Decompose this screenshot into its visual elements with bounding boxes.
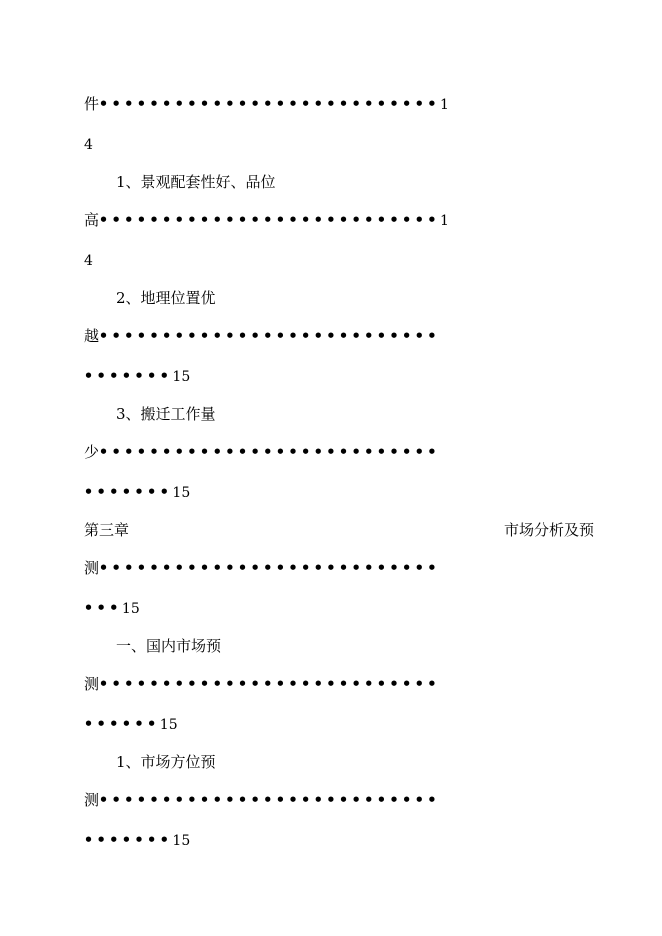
toc-line [84, 94, 449, 115]
toc-line [84, 326, 440, 346]
toc-entry-text: 高 [84, 211, 100, 229]
toc-line [84, 598, 140, 619]
leader-dots: ••••••• [84, 483, 173, 501]
leader-dots: ••••••••••••••••••••••••••• [99, 443, 441, 461]
toc-entry-text: 测 [84, 791, 100, 809]
leader-dots: ••••••• [84, 367, 173, 385]
toc-line [84, 250, 93, 271]
toc-line [84, 674, 440, 694]
toc-entry-text: 测 [84, 675, 100, 693]
toc-line [84, 482, 190, 503]
toc-heading: 3、搬迁工作量 [116, 405, 216, 423]
leader-dots: ••••••• [84, 831, 173, 849]
toc-line [84, 366, 190, 387]
toc-entry-text: 少 [84, 443, 100, 461]
toc-heading: 1、市场方位预 [116, 753, 216, 771]
toc-line [84, 714, 178, 735]
toc-heading: 一、国内市场预 [116, 637, 222, 655]
leader-dots: ••••••••••••••••••••••••••• [99, 791, 441, 809]
page-number: 15 [172, 833, 191, 849]
chapter-title: 第三章 [84, 521, 130, 539]
leader-dots: ••••••••••••••••••••••••••• [99, 95, 441, 113]
toc-heading: 1、景观配套性好、品位 [116, 173, 276, 191]
toc-line [84, 134, 93, 155]
leader-dots: ••••••••••••••••••••••••••• [99, 559, 441, 577]
leader-dots: ••• [84, 599, 122, 617]
toc-line [84, 830, 190, 851]
leader-dots: •••••• [84, 715, 160, 733]
page-number: 15 [121, 601, 140, 617]
leader-dots: ••••••••••••••••••••••••••• [99, 675, 441, 693]
page-number: 15 [172, 369, 191, 385]
page-number: 15 [172, 485, 191, 501]
toc-line [84, 442, 440, 462]
page-number: 1 [440, 213, 449, 229]
toc-entry-text: 越 [84, 327, 100, 345]
chapter-title-right: 市场分析及预 [503, 521, 594, 539]
page-number: 15 [159, 717, 178, 733]
page-number: 1 [440, 97, 449, 113]
leader-dots: ••••••••••••••••••••••••••• [99, 211, 441, 229]
toc-heading: 2、地理位置优 [116, 289, 216, 307]
toc-line [84, 210, 449, 231]
toc-line [84, 558, 440, 578]
leader-dots: ••••••••••••••••••••••••••• [99, 327, 441, 345]
toc-entry-text: 测 [84, 559, 100, 577]
page-number: 4 [84, 137, 93, 153]
page-number: 4 [84, 253, 93, 269]
toc-line [84, 790, 440, 810]
toc-entry-text: 件 [84, 95, 100, 113]
